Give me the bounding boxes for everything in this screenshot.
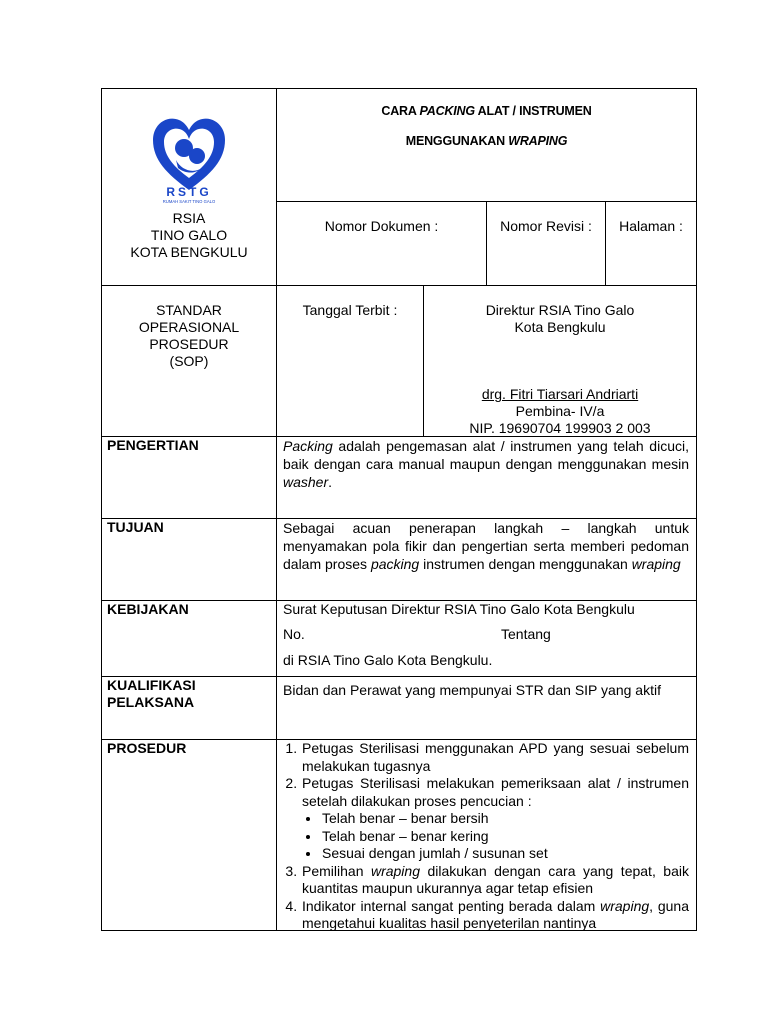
prosedur-bullet-list [302,810,689,863]
kebijakan-line1: Surat Keputusan Direktur RSIA Tino Galo Kota Bengkulu [283,601,635,617]
director-rank: Pembina- IV/a [515,403,605,419]
prosedur-steps [282,740,689,933]
prosedur-step: 1. Petugas Sterilisasi menggunakan APD yang sesuai sebelum melakukan tugasnya [301,740,689,775]
sop-document [101,88,697,931]
prosedur-step-list [282,740,689,933]
prosedur-step: 4. Indikator internal sangat penting berada dalam wraping, guna mengetahui kualitas hasil penyeterilan nantinya [301,898,689,933]
director-nip: NIP. 19690704 199903 2 003 [469,420,651,436]
prosedur-bullet: • Sesuai dengan jumlah / susunan set [321,845,689,863]
kualifikasi-text: Bidan dan Perawat yang mempunyai STR dan SIP yang aktif [283,682,661,698]
doc-number-cell [276,201,487,286]
kualifikasi-label: KUALIFIKASI PELAKSANA [107,677,196,710]
prosedur-label-cell [101,739,277,931]
hospital-name: RSIA TINO GALO KOTA BENGKULU [130,210,248,260]
logo-subtitle: RUMAH SAKIT TINO GALO [162,199,216,204]
prosedur-step: 2. Petugas Sterilisasi melakukan pemeriksaan alat / instrumen setelah dilakukan proses pencucian : • Telah benar – benar bersih • Telah benar – benar kering • Sesuai dengan jumlah / susunan set [301,775,689,863]
prosedur-bullet: • Telah benar – benar kering [321,828,689,846]
prosedur-step: 3. Pemilihan wraping dilakukan dengan cara yang tepat, baik kuantitas maupun ukurannya agar tetap efisien [301,863,689,898]
director-name: drg. Fitri Tiarsari Andriarti [481,386,639,402]
hospital-logo [147,112,231,204]
page-label: Halaman : [619,218,683,234]
doc-number-label: Nomor Dokumen : [324,218,439,234]
prosedur-label: PROSEDUR [107,740,187,756]
heart-mother-child-icon [147,112,231,204]
kebijakan-no: No. [283,626,305,642]
revision-cell [486,201,606,286]
pengertian-label: PENGERTIAN [107,437,199,453]
pengertian-text: Packing adalah pengemasan alat / instrumen yang telah dicuci, baik dengan cara manual maupun dengan menggunakan mesin washer. [283,438,689,490]
document-title-line1: CARA PACKING ALAT / INSTRUMEN [381,104,592,118]
kebijakan-tentang: Tentang [501,626,551,642]
director-block: Direktur RSIA Tino Galo Kota Bengkulu [485,302,635,335]
page-cell [605,201,697,286]
kebijakan-line3: di RSIA Tino Galo Kota Bengkulu. [283,652,493,668]
sop-label: STANDAR OPERASIONAL PROSEDUR (SOP) [138,302,240,369]
kebijakan-label: KEBIJAKAN [107,601,189,617]
tujuan-text: Sebagai acuan penerapan langkah – langkah untuk menyamakan pola fikir dan pengertian serta memberi pedoman dalam proses packing instrumen dengan menggunakan wraping [283,520,689,572]
issue-date-label: Tanggal Terbit : [302,302,398,318]
logo-acronym: RSTG [166,185,212,199]
tujuan-label: TUJUAN [107,519,164,535]
director-signature [423,386,697,437]
prosedur-bullet: • Telah benar – benar bersih [321,810,689,828]
document-title-line2: MENGGUNAKAN WRAPING [405,134,568,148]
revision-label: Nomor Revisi : [500,218,592,234]
